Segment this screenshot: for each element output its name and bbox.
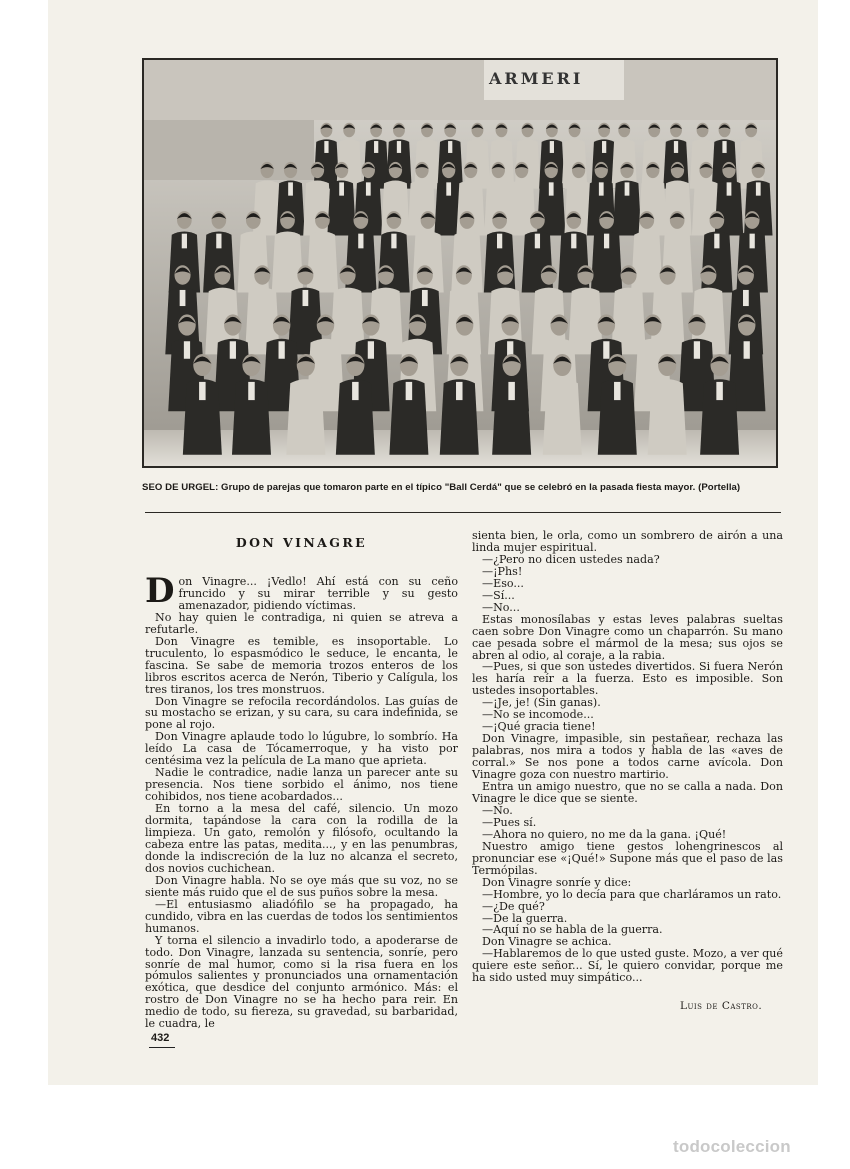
paragraph: Y torna el silencio a invadirlo todo, a apoderarse de todo. Don Vinagre, lanzada su sentencia, sonríe, pero sonríe de mal humor, como si la risa fuera en los pómulos salientes y pronunciados una ornamentación exótica, que desdice del conjunto armónico. Más: el rostro de Don Vinagre no se ha hecho para reir. En medio de todo, su fiereza, su gravedad, su barbaridad, le cuadra, le — [145, 933, 458, 1031]
shirt-collar — [248, 382, 255, 400]
group-photograph — [142, 58, 778, 468]
shirt-collar — [352, 382, 359, 400]
shirt-collar — [625, 182, 630, 195]
author-signature: Luis de Castro. — [680, 1000, 763, 1012]
paragraph: —Ahora no quiero, no me da la gana. ¡Qué! — [482, 827, 727, 841]
watermark-logo: todocoleccion — [673, 1137, 791, 1156]
paragraph: —De la guerra. — [482, 911, 568, 925]
person-body — [307, 232, 339, 293]
paragraph: Nuestro amigo tiene gestos lohengrinescos al pronunciar ese «¡Qué!» Supone más que el paso de las Termópilas. — [472, 839, 783, 877]
opening-text: on Vinagre... ¡Vedlo! Ahí está con su ceño fruncido y su mirar terrible y su gesto amenazador, pidiendo víctimas. — [178, 575, 458, 612]
shirt-collar — [599, 182, 604, 195]
paragraph: —No se incomode... — [482, 708, 594, 722]
shirt-collar — [391, 234, 396, 249]
article-column-left — [145, 571, 458, 1031]
shirt-collar — [535, 234, 540, 249]
shirt-collar — [324, 141, 328, 153]
person-body — [303, 180, 332, 235]
shirt-collar — [722, 141, 726, 153]
paragraph: Entra un amigo nuestro, que no se calla a nada. Don Vinagre le dice que se siente. — [472, 780, 783, 805]
photo-caption: SEO DE URGEL: Grupo de parejas que tomaron parte en el típico "Ball Cerdá" que se celebró en la pasada fiesta mayor. (Portella) — [142, 482, 741, 493]
paragraph: —Sí... — [482, 588, 515, 602]
paragraph: Don Vinagre sonríe y dice: — [482, 875, 632, 889]
paragraph: —Pues, si que son ustedes divertidos. Si fuera Nerón les haría reír a la fuerza. Esto es imposible. Son ustedes insoportables. — [472, 660, 783, 698]
shirt-collar — [397, 141, 401, 153]
paragraph: Don Vinagre habla. No se oye más que su voz, no se siente más ruido que el de sus puños sobre la mesa. — [145, 873, 458, 899]
paragraph: Nadie le contradice, nadie lanza un parecer ante su presencia. Nos tiene sorbido el ánimo, nos tiene cohibidos, nos tiene acobardados... — [145, 766, 458, 804]
shirt-collar — [750, 234, 755, 249]
shirt-collar — [366, 182, 371, 195]
shirt-collar — [756, 182, 761, 195]
shirt-collar — [230, 341, 236, 359]
shirt-collar — [368, 341, 374, 359]
right-column-paragraphs — [472, 554, 783, 984]
shirt-collar — [279, 341, 285, 359]
shirt-collar — [550, 141, 554, 153]
paragraph: —¡Qué gracia tiene! — [482, 720, 596, 734]
person-body — [543, 379, 582, 454]
shirt-collar — [374, 141, 378, 153]
person-body — [272, 232, 304, 293]
paragraph: —Pues sí. — [482, 815, 537, 829]
shirt-collar — [497, 234, 502, 249]
shirt-collar — [199, 382, 206, 400]
shirt-collar — [694, 341, 700, 359]
person-body — [631, 232, 663, 293]
section-divider — [145, 512, 781, 513]
paragraph: Don Vinagre se refocila recordándolos. Las guías de su mostacho se erizan, y su cara, su cara indefinida, se pone al rojo. — [145, 694, 458, 732]
shirt-collar — [406, 382, 413, 400]
paragraph: Don Vinagre se achica. — [482, 935, 612, 949]
paragraph: —No... — [482, 600, 520, 614]
paragraph: —¿Pero no dicen ustedes nada? — [482, 552, 660, 566]
shirt-collar — [339, 182, 344, 195]
shirt-collar — [446, 182, 451, 195]
paragraph: —Eso... — [482, 576, 524, 590]
article-column-right — [472, 530, 783, 984]
person-body — [286, 379, 325, 454]
paragraph: —¿De qué? — [482, 899, 545, 913]
person-body — [648, 379, 687, 454]
paragraph: Don Vinagre aplaude todo lo lúgubre, lo sombrío. Ha leído La casa de Tócamerroque, y ha visto por centésima vez la película de La mano que aprieta. — [145, 730, 458, 768]
shirt-collar — [184, 341, 190, 359]
shirt-collar — [448, 141, 452, 153]
shirt-collar — [182, 234, 187, 249]
shirt-collar — [180, 290, 186, 306]
shirt-collar — [456, 382, 463, 400]
shirt-collar — [727, 182, 732, 195]
shirt-collar — [714, 234, 719, 249]
shirt-collar — [508, 382, 515, 400]
photo-illustration — [144, 60, 776, 466]
page-margin — [818, 0, 850, 1085]
shirt-collar — [303, 290, 309, 306]
page-number-underline — [149, 1047, 175, 1048]
paragraph: Estas monosílabas y estas leves palabras sueltas caen sobre Don Vinagre como un chaparrón. Su mano cae pesada sobre el mármol de la mesa; sus ojos se abren al odio, al coraje, a la rabia. — [472, 612, 783, 662]
shirt-collar — [358, 234, 363, 249]
drop-cap: D — [145, 571, 175, 611]
shirt-collar — [603, 341, 609, 359]
paragraph: —Hombre, yo lo decía para que charláramos un rato. — [482, 887, 782, 901]
paragraph: Don Vinagre, impasible, sin pestañear, rechaza las palabras, nos mira a todos y habla de las «aves de corral.» Se nos pone a todos carne avícola. Don Vinagre goza con nuestro martirio. — [472, 732, 783, 782]
continued-paragraph: sienta bien, le orla, como un sombrero de airón a una linda mujer espiritual. — [472, 529, 783, 554]
paragraph: —El entusiasmo aliadófilo se ha propagado, ha cundido, vibra en las cuerdas de todos los sentimientos humanos. — [145, 897, 458, 935]
article-opening-paragraph — [145, 571, 458, 612]
shirt-collar — [602, 141, 606, 153]
shirt-collar — [614, 382, 621, 400]
paragraph: Don Vinagre es temible, es insoportable. Lo truculento, lo espasmódico le seduce, le encanta, le fascina. Se sabe de memoria trozos enteros de los libros escritos acerca de Nerón, Tiberio y Calígula, los tres tiranos, los tres monstruos. — [145, 634, 458, 696]
paragraph: —No. — [482, 803, 513, 817]
shirt-collar — [674, 141, 678, 153]
shirt-collar — [288, 182, 293, 195]
shirt-collar — [604, 234, 609, 249]
shirt-collar — [422, 290, 428, 306]
shirt-collar — [716, 382, 723, 400]
paragraph: —¡Phs! — [482, 564, 523, 578]
shirt-collar — [216, 234, 221, 249]
shirt-collar — [744, 341, 750, 359]
shirt-collar — [743, 290, 749, 306]
shirt-collar — [549, 182, 554, 195]
shirt-collar — [571, 234, 576, 249]
left-column-paragraphs — [145, 612, 458, 1030]
paragraph: —¡Je, je! (Sin ganas). — [482, 696, 601, 710]
person-body — [507, 180, 535, 235]
shop-sign: ARMERI — [489, 69, 584, 88]
article-title: DON VINAGRE — [235, 535, 368, 550]
paragraph: —Hablaremos de lo que usted guste. Mozo, a ver qué quiere este señor... Sí, le quiero convidar, porque me ha sido usted muy simpático... — [472, 947, 783, 985]
paragraph: No hay quien le contradiga, ni quien se atreva a refutarle. — [145, 610, 458, 636]
paragraph: —Aquí no se habla de la guerra. — [482, 923, 663, 937]
page-number: 432 — [151, 1032, 170, 1044]
paragraph: En torno a la mesa del café, silencio. Un mozo dormita, tapándose la cara con la rodilla de la limpieza. Un gato, remolón y filósofo, ocultando la cabeza entre las patas, medita..., y en las penumbras, donde la indiscreción de la luz no alcanza el secreto, dos novios cuchichean. — [145, 802, 458, 875]
